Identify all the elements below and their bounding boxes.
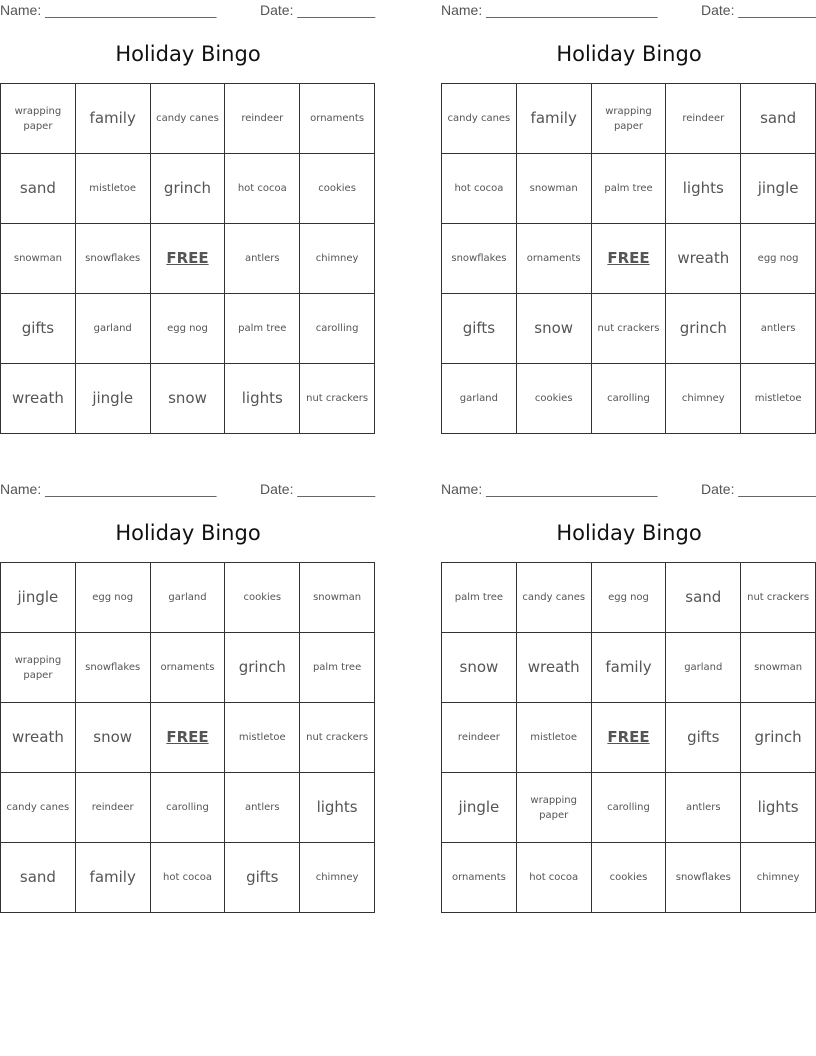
bingo-cell[interactable]: carolling — [151, 773, 226, 843]
name-field[interactable]: Name: ______________________ — [441, 481, 658, 497]
bingo-cell[interactable]: lights — [666, 154, 741, 224]
free-space[interactable]: FREE — [151, 224, 226, 294]
bingo-cell[interactable]: garland — [442, 364, 517, 434]
bingo-cell[interactable]: reindeer — [442, 703, 517, 773]
free-space[interactable]: FREE — [151, 703, 226, 773]
bingo-cell[interactable]: snow — [517, 294, 592, 364]
bingo-cell[interactable]: snowflakes — [666, 843, 741, 913]
bingo-cell[interactable]: family — [592, 633, 667, 703]
name-date-row — [441, 2, 816, 20]
bingo-cell[interactable]: grinch — [666, 294, 741, 364]
bingo-cell[interactable]: nut crackers — [592, 294, 667, 364]
bingo-cell[interactable]: snowflakes — [76, 633, 151, 703]
bingo-cell[interactable]: mistletoe — [76, 154, 151, 224]
bingo-cell[interactable]: antlers — [666, 773, 741, 843]
date-field[interactable]: Date: __________ — [701, 2, 816, 18]
card-title: Holiday Bingo — [115, 521, 261, 545]
card-title: Holiday Bingo — [556, 521, 702, 545]
bingo-cell[interactable]: snowman — [741, 633, 816, 703]
bingo-cell[interactable]: snow — [151, 364, 226, 434]
bingo-cell[interactable]: wreath — [1, 703, 76, 773]
bingo-cell[interactable]: hot cocoa — [442, 154, 517, 224]
bingo-cell[interactable]: sand — [741, 84, 816, 154]
bingo-cell[interactable]: snowman — [300, 563, 375, 633]
bingo-cell[interactable]: chimney — [741, 843, 816, 913]
bingo-cell[interactable]: grinch — [225, 633, 300, 703]
bingo-cell[interactable]: garland — [76, 294, 151, 364]
bingo-cell[interactable]: cookies — [592, 843, 667, 913]
bingo-cell[interactable]: ornaments — [517, 224, 592, 294]
bingo-cell[interactable]: cookies — [517, 364, 592, 434]
bingo-cell[interactable]: reindeer — [76, 773, 151, 843]
bingo-cell[interactable]: cookies — [300, 154, 375, 224]
date-field[interactable]: Date: __________ — [701, 481, 816, 497]
bingo-cell[interactable]: family — [76, 84, 151, 154]
free-space[interactable]: FREE — [592, 703, 667, 773]
bingo-cell[interactable]: ornaments — [151, 633, 226, 703]
bingo-cell[interactable]: candy canes — [517, 563, 592, 633]
bingo-cell[interactable]: lights — [300, 773, 375, 843]
bingo-cell[interactable]: hot cocoa — [225, 154, 300, 224]
bingo-cell[interactable]: lights — [741, 773, 816, 843]
bingo-cell[interactable]: snowflakes — [442, 224, 517, 294]
free-space[interactable]: FREE — [592, 224, 667, 294]
bingo-cell[interactable]: snowman — [517, 154, 592, 224]
bingo-cell[interactable]: jingle — [442, 773, 517, 843]
bingo-cell[interactable]: snowman — [1, 224, 76, 294]
bingo-cell[interactable]: candy canes — [1, 773, 76, 843]
bingo-cell[interactable]: chimney — [666, 364, 741, 434]
bingo-cell[interactable]: wreath — [1, 364, 76, 434]
bingo-cell[interactable]: wreath — [517, 633, 592, 703]
card-title: Holiday Bingo — [556, 42, 702, 66]
bingo-cell[interactable]: antlers — [225, 224, 300, 294]
card-title: Holiday Bingo — [115, 42, 261, 66]
bingo-grid — [0, 562, 375, 913]
bingo-cell[interactable]: sand — [1, 843, 76, 913]
date-field[interactable]: Date: __________ — [260, 481, 376, 497]
bingo-cell[interactable]: cookies — [225, 563, 300, 633]
bingo-cell[interactable]: gifts — [1, 294, 76, 364]
bingo-cell[interactable]: palm tree — [225, 294, 300, 364]
name-field[interactable]: Name: ______________________ — [0, 2, 217, 18]
name-date-row — [0, 2, 376, 20]
name-date-row — [0, 481, 376, 499]
bingo-cell[interactable]: jingle — [741, 154, 816, 224]
bingo-cell[interactable]: nut crackers — [300, 703, 375, 773]
bingo-cell[interactable]: wrapping paper — [592, 84, 667, 154]
bingo-cell[interactable]: jingle — [76, 364, 151, 434]
bingo-cell[interactable]: lights — [225, 364, 300, 434]
bingo-cell[interactable]: hot cocoa — [517, 843, 592, 913]
bingo-cell[interactable]: sand — [666, 563, 741, 633]
bingo-cell[interactable]: family — [76, 843, 151, 913]
bingo-cell[interactable]: carolling — [592, 773, 667, 843]
bingo-cell[interactable]: candy canes — [442, 84, 517, 154]
bingo-cell[interactable]: chimney — [300, 224, 375, 294]
bingo-cell[interactable]: carolling — [592, 364, 667, 434]
bingo-cell[interactable]: chimney — [300, 843, 375, 913]
bingo-cell[interactable]: snow — [442, 633, 517, 703]
bingo-cell[interactable]: reindeer — [225, 84, 300, 154]
bingo-cell[interactable]: wreath — [666, 224, 741, 294]
bingo-cell[interactable]: gifts — [442, 294, 517, 364]
bingo-cell[interactable]: egg nog — [741, 224, 816, 294]
bingo-cell[interactable]: candy canes — [151, 84, 226, 154]
name-field[interactable]: Name: ______________________ — [0, 481, 217, 497]
bingo-cell[interactable]: wrapping paper — [1, 633, 76, 703]
bingo-cell[interactable]: reindeer — [666, 84, 741, 154]
bingo-grid — [441, 562, 816, 913]
bingo-cell[interactable]: family — [517, 84, 592, 154]
bingo-cell[interactable]: snow — [76, 703, 151, 773]
bingo-cell[interactable]: nut crackers — [741, 563, 816, 633]
bingo-cell[interactable]: grinch — [151, 154, 226, 224]
bingo-cell[interactable]: ornaments — [300, 84, 375, 154]
bingo-cell[interactable]: wrapping paper — [1, 84, 76, 154]
bingo-cell[interactable]: hot cocoa — [151, 843, 226, 913]
bingo-cell[interactable]: mistletoe — [741, 364, 816, 434]
bingo-grid — [441, 83, 816, 434]
bingo-cell[interactable]: snowflakes — [76, 224, 151, 294]
bingo-cell[interactable]: palm tree — [592, 154, 667, 224]
date-field[interactable]: Date: __________ — [260, 2, 376, 18]
bingo-cell[interactable]: egg nog — [592, 563, 667, 633]
bingo-cell[interactable]: mistletoe — [225, 703, 300, 773]
bingo-cell[interactable]: egg nog — [151, 294, 226, 364]
bingo-cell[interactable]: gifts — [225, 843, 300, 913]
name-field[interactable]: Name: ______________________ — [441, 2, 658, 18]
bingo-cell[interactable]: carolling — [300, 294, 375, 364]
name-date-row — [441, 481, 816, 499]
bingo-cell[interactable]: wrapping paper — [517, 773, 592, 843]
bingo-cell[interactable]: ornaments — [442, 843, 517, 913]
bingo-cell[interactable]: gifts — [666, 703, 741, 773]
bingo-cell[interactable]: palm tree — [300, 633, 375, 703]
bingo-grid — [0, 83, 375, 434]
bingo-cell[interactable]: mistletoe — [517, 703, 592, 773]
bingo-cell[interactable]: nut crackers — [300, 364, 375, 434]
bingo-cell[interactable]: antlers — [741, 294, 816, 364]
bingo-cell[interactable]: garland — [666, 633, 741, 703]
bingo-cell[interactable]: garland — [151, 563, 226, 633]
bingo-cell[interactable]: antlers — [225, 773, 300, 843]
bingo-cell[interactable]: egg nog — [76, 563, 151, 633]
bingo-cell[interactable]: sand — [1, 154, 76, 224]
bingo-cell[interactable]: jingle — [1, 563, 76, 633]
bingo-cell[interactable]: palm tree — [442, 563, 517, 633]
bingo-cell[interactable]: grinch — [741, 703, 816, 773]
